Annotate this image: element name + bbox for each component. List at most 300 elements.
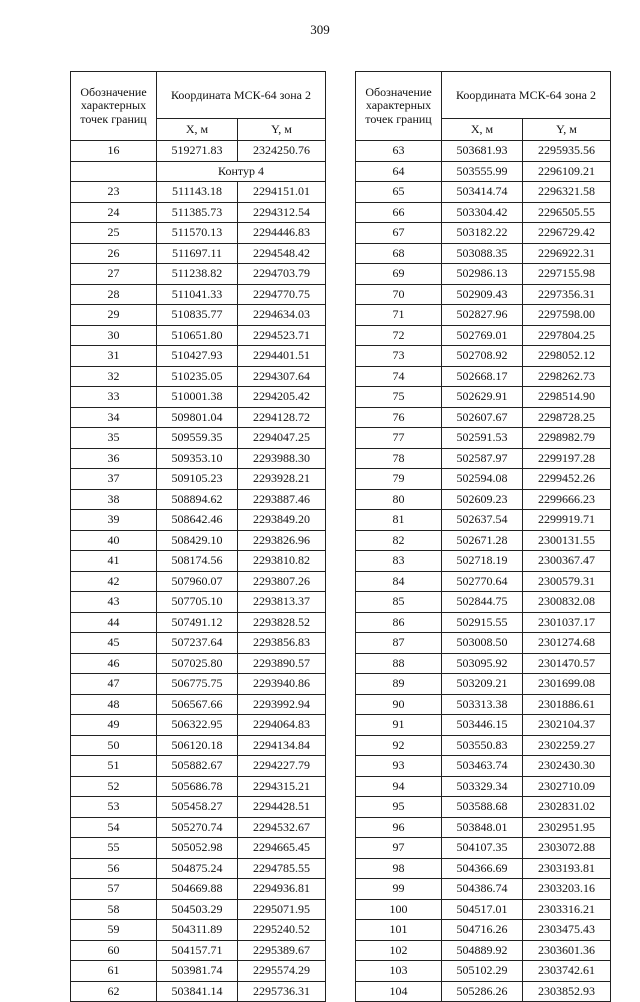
point-number: 96 bbox=[356, 817, 442, 838]
table-row bbox=[71, 715, 326, 736]
table-row bbox=[71, 571, 326, 592]
y-coordinate: 2302710.09 bbox=[523, 776, 611, 797]
point-number: 48 bbox=[71, 694, 157, 715]
x-coordinate: 502671.28 bbox=[442, 530, 523, 551]
point-number: 28 bbox=[71, 284, 157, 305]
point-number: 80 bbox=[356, 489, 442, 510]
x-coordinate: 506120.18 bbox=[157, 735, 238, 756]
y-coordinate: 2293826.96 bbox=[238, 530, 326, 551]
y-coordinate: 2294703.79 bbox=[238, 264, 326, 285]
x-coordinate: 502769.01 bbox=[442, 325, 523, 346]
table-row bbox=[71, 633, 326, 654]
point-number: 92 bbox=[356, 735, 442, 756]
y-coordinate: 2293940.86 bbox=[238, 674, 326, 695]
y-coordinate: 2303072.88 bbox=[523, 838, 611, 859]
x-coordinate: 503304.42 bbox=[442, 202, 523, 223]
table-row bbox=[71, 797, 326, 818]
y-coordinate: 2301037.17 bbox=[523, 612, 611, 633]
point-number: 16 bbox=[71, 141, 157, 162]
table-row bbox=[71, 551, 326, 572]
table-row bbox=[71, 428, 326, 449]
x-coordinate: 510651.80 bbox=[157, 325, 238, 346]
x-coordinate: 508642.46 bbox=[157, 510, 238, 531]
table-row bbox=[71, 961, 326, 982]
table-row bbox=[356, 223, 611, 244]
table-row bbox=[356, 182, 611, 203]
point-number: 94 bbox=[356, 776, 442, 797]
y-coordinate: 2294785.55 bbox=[238, 858, 326, 879]
x-coordinate: 507237.64 bbox=[157, 633, 238, 654]
table-body-right bbox=[356, 141, 611, 1002]
table-row bbox=[71, 202, 326, 223]
x-coordinate: 503414.74 bbox=[442, 182, 523, 203]
table-row bbox=[71, 305, 326, 326]
y-coordinate: 2293810.82 bbox=[238, 551, 326, 572]
x-coordinate: 508894.62 bbox=[157, 489, 238, 510]
table-row bbox=[356, 469, 611, 490]
x-coordinate: 510427.93 bbox=[157, 346, 238, 367]
point-number: 55 bbox=[71, 838, 157, 859]
table-row bbox=[71, 879, 326, 900]
x-coordinate: 504311.89 bbox=[157, 920, 238, 941]
x-coordinate: 503088.35 bbox=[442, 243, 523, 264]
table-row bbox=[71, 366, 326, 387]
coordinates-table-right bbox=[355, 71, 611, 1002]
x-coordinate: 504889.92 bbox=[442, 940, 523, 961]
point-number: 104 bbox=[356, 981, 442, 1002]
x-coordinate: 503209.21 bbox=[442, 674, 523, 695]
x-coordinate: 502909.43 bbox=[442, 284, 523, 305]
table-row bbox=[356, 674, 611, 695]
x-coordinate: 503313.38 bbox=[442, 694, 523, 715]
table-row bbox=[356, 448, 611, 469]
page-number: 309 bbox=[310, 22, 330, 37]
point-number: 49 bbox=[71, 715, 157, 736]
y-coordinate: 2302951.95 bbox=[523, 817, 611, 838]
header-y: Y, м bbox=[238, 119, 326, 141]
y-coordinate: 2294312.54 bbox=[238, 202, 326, 223]
point-number: 62 bbox=[71, 981, 157, 1002]
y-coordinate: 2300579.31 bbox=[523, 571, 611, 592]
y-coordinate: 2294151.01 bbox=[238, 182, 326, 203]
point-number: 57 bbox=[71, 879, 157, 900]
table-body-left bbox=[71, 141, 326, 1002]
point-number: 66 bbox=[356, 202, 442, 223]
point-number: 85 bbox=[356, 592, 442, 613]
point-number: 46 bbox=[71, 653, 157, 674]
point-number: 44 bbox=[71, 612, 157, 633]
x-coordinate: 502607.67 bbox=[442, 407, 523, 428]
point-number: 25 bbox=[71, 223, 157, 244]
y-coordinate: 2301886.61 bbox=[523, 694, 611, 715]
y-coordinate: 2294064.83 bbox=[238, 715, 326, 736]
table-row bbox=[71, 817, 326, 838]
y-coordinate: 2294428.51 bbox=[238, 797, 326, 818]
y-coordinate: 2299666.23 bbox=[523, 489, 611, 510]
table-row bbox=[356, 366, 611, 387]
table-row bbox=[71, 530, 326, 551]
table-row bbox=[356, 981, 611, 1002]
table-row bbox=[71, 407, 326, 428]
table-row bbox=[71, 223, 326, 244]
x-coordinate: 504875.24 bbox=[157, 858, 238, 879]
point-number: 30 bbox=[71, 325, 157, 346]
x-coordinate: 508174.56 bbox=[157, 551, 238, 572]
table-row bbox=[71, 756, 326, 777]
x-coordinate: 503329.34 bbox=[442, 776, 523, 797]
y-coordinate: 2294315.21 bbox=[238, 776, 326, 797]
point-number: 79 bbox=[356, 469, 442, 490]
x-coordinate: 504716.26 bbox=[442, 920, 523, 941]
table-row bbox=[71, 489, 326, 510]
y-coordinate: 2296109.21 bbox=[523, 161, 611, 182]
point-number: 61 bbox=[71, 961, 157, 982]
table-row bbox=[71, 674, 326, 695]
x-coordinate: 511143.18 bbox=[157, 182, 238, 203]
y-coordinate: 2293887.46 bbox=[238, 489, 326, 510]
y-coordinate: 2295389.67 bbox=[238, 940, 326, 961]
point-number: 65 bbox=[356, 182, 442, 203]
table-row bbox=[71, 838, 326, 859]
x-coordinate: 503182.22 bbox=[442, 223, 523, 244]
table-row bbox=[356, 961, 611, 982]
x-coordinate: 507491.12 bbox=[157, 612, 238, 633]
point-number: 38 bbox=[71, 489, 157, 510]
table-row bbox=[71, 243, 326, 264]
table-row bbox=[356, 489, 611, 510]
y-coordinate: 2298514.90 bbox=[523, 387, 611, 408]
x-coordinate: 504517.01 bbox=[442, 899, 523, 920]
y-coordinate: 2295071.95 bbox=[238, 899, 326, 920]
point-number: 24 bbox=[71, 202, 157, 223]
x-coordinate: 503463.74 bbox=[442, 756, 523, 777]
x-coordinate: 507705.10 bbox=[157, 592, 238, 613]
point-number: 42 bbox=[71, 571, 157, 592]
table-row bbox=[356, 243, 611, 264]
x-coordinate: 503095.92 bbox=[442, 653, 523, 674]
table-row bbox=[71, 735, 326, 756]
point-number: 71 bbox=[356, 305, 442, 326]
x-coordinate: 502668.17 bbox=[442, 366, 523, 387]
x-coordinate: 505458.27 bbox=[157, 797, 238, 818]
point-number: 70 bbox=[356, 284, 442, 305]
table-row bbox=[356, 325, 611, 346]
header-coordinate-system: Координата МСК-64 зона 2 bbox=[157, 72, 326, 119]
table-row bbox=[71, 612, 326, 633]
x-coordinate: 502708.92 bbox=[442, 346, 523, 367]
point-number: 54 bbox=[71, 817, 157, 838]
table-row bbox=[356, 694, 611, 715]
point-number: 36 bbox=[71, 448, 157, 469]
table-row bbox=[71, 325, 326, 346]
table-row bbox=[356, 387, 611, 408]
y-coordinate: 2294134.84 bbox=[238, 735, 326, 756]
x-coordinate: 503555.99 bbox=[442, 161, 523, 182]
x-coordinate: 519271.83 bbox=[157, 141, 238, 162]
x-coordinate: 511041.33 bbox=[157, 284, 238, 305]
point-number: 81 bbox=[356, 510, 442, 531]
table-row bbox=[71, 141, 326, 162]
y-coordinate: 2296729.42 bbox=[523, 223, 611, 244]
point-number: 87 bbox=[356, 633, 442, 654]
header-x: X, м bbox=[157, 119, 238, 141]
table-row bbox=[356, 715, 611, 736]
y-coordinate: 2293807.26 bbox=[238, 571, 326, 592]
table-row bbox=[71, 858, 326, 879]
table-row bbox=[356, 592, 611, 613]
point-number: 39 bbox=[71, 510, 157, 531]
table-row bbox=[356, 428, 611, 449]
point-number: 32 bbox=[71, 366, 157, 387]
x-coordinate: 502594.08 bbox=[442, 469, 523, 490]
point-number: 33 bbox=[71, 387, 157, 408]
point-number: 97 bbox=[356, 838, 442, 859]
y-coordinate: 2303852.93 bbox=[523, 981, 611, 1002]
point-number: 78 bbox=[356, 448, 442, 469]
x-coordinate: 506567.66 bbox=[157, 694, 238, 715]
point-number: 27 bbox=[71, 264, 157, 285]
point-number: 53 bbox=[71, 797, 157, 818]
point-number: 52 bbox=[71, 776, 157, 797]
x-coordinate: 504503.29 bbox=[157, 899, 238, 920]
table-row bbox=[356, 899, 611, 920]
point-number: 34 bbox=[71, 407, 157, 428]
table-row bbox=[356, 284, 611, 305]
table-row bbox=[356, 838, 611, 859]
x-coordinate: 502609.23 bbox=[442, 489, 523, 510]
x-coordinate: 510001.38 bbox=[157, 387, 238, 408]
point-number: 86 bbox=[356, 612, 442, 633]
y-coordinate: 2294205.42 bbox=[238, 387, 326, 408]
y-coordinate: 2298982.79 bbox=[523, 428, 611, 449]
table-row bbox=[356, 612, 611, 633]
x-coordinate: 504157.71 bbox=[157, 940, 238, 961]
x-coordinate: 502637.54 bbox=[442, 510, 523, 531]
contour-row bbox=[71, 161, 326, 182]
table-row bbox=[356, 407, 611, 428]
y-coordinate: 2302104.37 bbox=[523, 715, 611, 736]
y-coordinate: 2298052.12 bbox=[523, 346, 611, 367]
y-coordinate: 2298262.73 bbox=[523, 366, 611, 387]
header-x: X, м bbox=[442, 119, 523, 141]
table-row bbox=[356, 735, 611, 756]
point-number: 51 bbox=[71, 756, 157, 777]
table-row bbox=[71, 448, 326, 469]
point-number: 101 bbox=[356, 920, 442, 941]
table-row bbox=[71, 592, 326, 613]
x-coordinate: 504669.88 bbox=[157, 879, 238, 900]
table-row bbox=[356, 264, 611, 285]
table-row bbox=[356, 510, 611, 531]
x-coordinate: 506322.95 bbox=[157, 715, 238, 736]
header-y: Y, м bbox=[523, 119, 611, 141]
y-coordinate: 2293856.83 bbox=[238, 633, 326, 654]
y-coordinate: 2295736.31 bbox=[238, 981, 326, 1002]
y-coordinate: 2294227.79 bbox=[238, 756, 326, 777]
x-coordinate: 511385.73 bbox=[157, 202, 238, 223]
y-coordinate: 2293928.21 bbox=[238, 469, 326, 490]
y-coordinate: 2302831.02 bbox=[523, 797, 611, 818]
point-number: 23 bbox=[71, 182, 157, 203]
point-number: 64 bbox=[356, 161, 442, 182]
y-coordinate: 2295240.52 bbox=[238, 920, 326, 941]
y-coordinate: 2297155.98 bbox=[523, 264, 611, 285]
y-coordinate: 2300832.08 bbox=[523, 592, 611, 613]
y-coordinate: 2295574.29 bbox=[238, 961, 326, 982]
header-point-designation: Обозначение характерных точек границ bbox=[356, 72, 442, 141]
table-row bbox=[356, 551, 611, 572]
x-coordinate: 502827.96 bbox=[442, 305, 523, 326]
point-number: 31 bbox=[71, 346, 157, 367]
y-coordinate: 2300131.55 bbox=[523, 530, 611, 551]
table-row bbox=[71, 899, 326, 920]
x-coordinate: 505882.67 bbox=[157, 756, 238, 777]
y-coordinate: 2303601.36 bbox=[523, 940, 611, 961]
table-row bbox=[71, 653, 326, 674]
table-row bbox=[71, 510, 326, 531]
x-coordinate: 506775.75 bbox=[157, 674, 238, 695]
table-row bbox=[71, 264, 326, 285]
table-row bbox=[71, 776, 326, 797]
point-number: 77 bbox=[356, 428, 442, 449]
point-number: 99 bbox=[356, 879, 442, 900]
point-number: 95 bbox=[356, 797, 442, 818]
point-number: 67 bbox=[356, 223, 442, 244]
x-coordinate: 504107.35 bbox=[442, 838, 523, 859]
y-coordinate: 2294634.03 bbox=[238, 305, 326, 326]
x-coordinate: 502915.55 bbox=[442, 612, 523, 633]
point-number: 90 bbox=[356, 694, 442, 715]
point-number: 89 bbox=[356, 674, 442, 695]
y-coordinate: 2296505.55 bbox=[523, 202, 611, 223]
point-number: 26 bbox=[71, 243, 157, 264]
x-coordinate: 503550.83 bbox=[442, 735, 523, 756]
x-coordinate: 502718.19 bbox=[442, 551, 523, 572]
y-coordinate: 2303203.16 bbox=[523, 879, 611, 900]
x-coordinate: 502844.75 bbox=[442, 592, 523, 613]
table-row bbox=[71, 940, 326, 961]
table-row bbox=[71, 387, 326, 408]
x-coordinate: 503681.93 bbox=[442, 141, 523, 162]
table-row bbox=[356, 346, 611, 367]
x-coordinate: 507025.80 bbox=[157, 653, 238, 674]
point-number: 74 bbox=[356, 366, 442, 387]
y-coordinate: 2294128.72 bbox=[238, 407, 326, 428]
x-coordinate: 503841.14 bbox=[157, 981, 238, 1002]
x-coordinate: 511238.82 bbox=[157, 264, 238, 285]
point-number: 91 bbox=[356, 715, 442, 736]
coordinates-table-left bbox=[70, 71, 326, 1002]
x-coordinate: 511697.11 bbox=[157, 243, 238, 264]
x-coordinate: 509801.04 bbox=[157, 407, 238, 428]
table-row bbox=[356, 879, 611, 900]
y-coordinate: 2324250.76 bbox=[238, 141, 326, 162]
point-number: 100 bbox=[356, 899, 442, 920]
y-coordinate: 2303193.81 bbox=[523, 858, 611, 879]
point-number: 45 bbox=[71, 633, 157, 654]
table-row bbox=[71, 694, 326, 715]
y-coordinate: 2294532.67 bbox=[238, 817, 326, 838]
y-coordinate: 2294047.25 bbox=[238, 428, 326, 449]
x-coordinate: 505052.98 bbox=[157, 838, 238, 859]
x-coordinate: 505286.26 bbox=[442, 981, 523, 1002]
table-row bbox=[356, 797, 611, 818]
y-coordinate: 2299919.71 bbox=[523, 510, 611, 531]
point-number: 69 bbox=[356, 264, 442, 285]
y-coordinate: 2293992.94 bbox=[238, 694, 326, 715]
table-row bbox=[71, 469, 326, 490]
contour-empty-cell bbox=[71, 161, 157, 182]
point-number: 73 bbox=[356, 346, 442, 367]
point-number: 98 bbox=[356, 858, 442, 879]
y-coordinate: 2293988.30 bbox=[238, 448, 326, 469]
x-coordinate: 503588.68 bbox=[442, 797, 523, 818]
y-coordinate: 2294401.51 bbox=[238, 346, 326, 367]
x-coordinate: 502986.13 bbox=[442, 264, 523, 285]
point-number: 68 bbox=[356, 243, 442, 264]
y-coordinate: 2294446.83 bbox=[238, 223, 326, 244]
y-coordinate: 2301274.68 bbox=[523, 633, 611, 654]
point-number: 58 bbox=[71, 899, 157, 920]
point-number: 29 bbox=[71, 305, 157, 326]
x-coordinate: 510235.05 bbox=[157, 366, 238, 387]
point-number: 82 bbox=[356, 530, 442, 551]
x-coordinate: 503848.01 bbox=[442, 817, 523, 838]
point-number: 41 bbox=[71, 551, 157, 572]
y-coordinate: 2298728.25 bbox=[523, 407, 611, 428]
y-coordinate: 2301470.57 bbox=[523, 653, 611, 674]
table-row bbox=[71, 920, 326, 941]
y-coordinate: 2294523.71 bbox=[238, 325, 326, 346]
point-number: 83 bbox=[356, 551, 442, 572]
table-row bbox=[356, 530, 611, 551]
table-row bbox=[356, 202, 611, 223]
x-coordinate: 502629.91 bbox=[442, 387, 523, 408]
x-coordinate: 503008.50 bbox=[442, 633, 523, 654]
y-coordinate: 2303316.21 bbox=[523, 899, 611, 920]
point-number: 84 bbox=[356, 571, 442, 592]
point-number: 76 bbox=[356, 407, 442, 428]
y-coordinate: 2296922.31 bbox=[523, 243, 611, 264]
x-coordinate: 505270.74 bbox=[157, 817, 238, 838]
contour-label: Контур 4 bbox=[157, 161, 326, 182]
y-coordinate: 2299452.26 bbox=[523, 469, 611, 490]
point-number: 72 bbox=[356, 325, 442, 346]
point-number: 75 bbox=[356, 387, 442, 408]
x-coordinate: 505102.29 bbox=[442, 961, 523, 982]
table-row bbox=[356, 653, 611, 674]
y-coordinate: 2300367.47 bbox=[523, 551, 611, 572]
point-number: 102 bbox=[356, 940, 442, 961]
y-coordinate: 2297356.31 bbox=[523, 284, 611, 305]
y-coordinate: 2293813.37 bbox=[238, 592, 326, 613]
x-coordinate: 505686.78 bbox=[157, 776, 238, 797]
y-coordinate: 2293849.20 bbox=[238, 510, 326, 531]
point-number: 40 bbox=[71, 530, 157, 551]
point-number: 63 bbox=[356, 141, 442, 162]
table-row bbox=[356, 571, 611, 592]
y-coordinate: 2297804.25 bbox=[523, 325, 611, 346]
x-coordinate: 509105.23 bbox=[157, 469, 238, 490]
point-number: 59 bbox=[71, 920, 157, 941]
y-coordinate: 2296321.58 bbox=[523, 182, 611, 203]
x-coordinate: 507960.07 bbox=[157, 571, 238, 592]
y-coordinate: 2301699.08 bbox=[523, 674, 611, 695]
x-coordinate: 511570.13 bbox=[157, 223, 238, 244]
x-coordinate: 502770.64 bbox=[442, 571, 523, 592]
point-number: 56 bbox=[71, 858, 157, 879]
point-number: 43 bbox=[71, 592, 157, 613]
